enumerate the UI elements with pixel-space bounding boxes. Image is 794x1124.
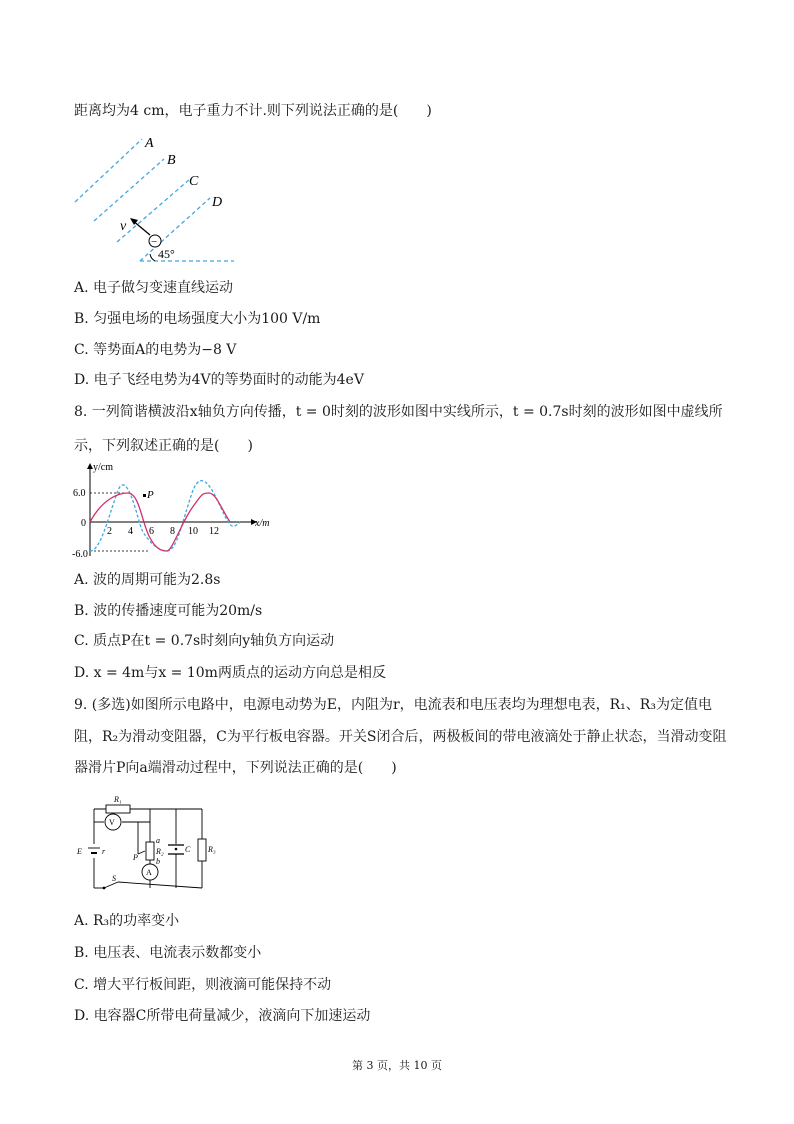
label-end-a: a bbox=[156, 836, 160, 845]
page-footer: 第 3 页，共 10 页 bbox=[352, 1059, 442, 1072]
q9-stem-line1: 9. (多选)如图所示电路中，电源电动势为E，内阻为r，电流表和电压表均为理想电表，R₁、R₃为定值电 bbox=[74, 697, 712, 713]
voltmeter-label: V bbox=[109, 818, 115, 827]
q7-stem-tail: 距离均为4 cm，电子重力不计.则下列说法正确的是( ) bbox=[74, 103, 432, 119]
y-axis-label: y/cm bbox=[93, 462, 113, 473]
q8-stem-line1: 8. 一列简谐横波沿x轴负方向传播，t = 0时刻的波形如图中实线所示，t = 0.7s时刻的波形如图中虚线所 bbox=[74, 404, 723, 420]
point-p-marker bbox=[143, 494, 146, 497]
q7-option-b: B. 匀强电场的电场强度大小为100 V/m bbox=[74, 311, 321, 327]
label-capacitor: C bbox=[185, 845, 191, 854]
dashed-wave-t0.7 bbox=[90, 481, 240, 551]
y-zero-label: 0 bbox=[81, 518, 86, 529]
equipotential-line-c bbox=[117, 179, 190, 242]
q8-option-c: C. 质点P在t = 0.7s时刻向y轴负方向运动 bbox=[74, 633, 335, 649]
label-r2: R₂ bbox=[156, 847, 164, 856]
q9-stem-line3: 器滑片P向a端滑动过程中，下列说法正确的是( ) bbox=[74, 760, 397, 776]
resistor-r1 bbox=[106, 805, 130, 813]
q8-option-d: D. x = 4m与x = 10m两质点的运动方向总是相反 bbox=[74, 665, 386, 681]
slider-p bbox=[138, 851, 145, 854]
q7-option-c: C. 等势面A的电势为−8 V bbox=[74, 342, 237, 358]
q9-option-c: C. 增大平行板间距，则液滴可能保持不动 bbox=[74, 977, 332, 993]
y-bottom-label: -6.0 bbox=[72, 549, 88, 560]
x-axis-label: x/m bbox=[255, 518, 270, 529]
q9-stem-line2: 阻，R₂为滑动变阻器，C为平行板电容器。开关S闭合后，两极板间的带电液滴处于静止状态，当滑动变阻 bbox=[74, 729, 727, 745]
y-top-label: 6.0 bbox=[73, 488, 86, 499]
q7-equipotential-figure bbox=[72, 134, 242, 266]
x-tick-8: 8 bbox=[170, 526, 175, 537]
q9-option-b: B. 电压表、电流表示数都变小 bbox=[74, 945, 262, 961]
q8-option-b: B. 波的传播速度可能为20m/s bbox=[74, 603, 263, 619]
label-internal-r: r bbox=[102, 847, 106, 856]
label-a: A bbox=[145, 136, 154, 151]
velocity-label: v bbox=[120, 219, 127, 234]
label-r1: R₁ bbox=[114, 795, 122, 804]
x-tick-6: 6 bbox=[149, 526, 154, 537]
equipotential-line-d bbox=[140, 198, 210, 261]
label-d: D bbox=[212, 195, 223, 210]
x-tick-4: 4 bbox=[128, 526, 133, 537]
ammeter-label: A bbox=[146, 868, 152, 877]
resistor-r2 bbox=[146, 842, 154, 860]
charged-droplet bbox=[175, 848, 178, 851]
label-b: B bbox=[167, 153, 176, 168]
equipotential-line-b bbox=[94, 159, 164, 221]
x-tick-2: 2 bbox=[107, 526, 112, 537]
q8-wave-graph bbox=[72, 460, 282, 564]
label-c: C bbox=[189, 174, 199, 189]
q8-stem-line2: 示，下列叙述正确的是( ) bbox=[74, 438, 253, 454]
point-p-label: P bbox=[147, 489, 154, 501]
label-slider-p: P bbox=[133, 853, 138, 862]
q9-option-d: D. 电容器C所带电荷量减少，液滴向下加速运动 bbox=[74, 1008, 371, 1024]
q9-circuit-diagram bbox=[72, 792, 222, 892]
label-end-b: b bbox=[156, 857, 160, 866]
equipotential-line-a bbox=[75, 139, 142, 202]
q9-option-a: A. R₃的功率变小 bbox=[74, 913, 180, 929]
q7-option-a: A. 电子做匀变速直线运动 bbox=[74, 280, 234, 296]
q7-option-d: D. 电子飞经电势为4V的等势面时的动能为4eV bbox=[74, 372, 364, 388]
x-tick-10: 10 bbox=[188, 526, 198, 537]
label-switch: S bbox=[112, 874, 116, 883]
label-r3: R₃ bbox=[208, 845, 216, 854]
q8-option-a: A. 波的周期可能为2.8s bbox=[74, 572, 221, 588]
angle-arc bbox=[150, 254, 155, 261]
x-tick-12: 12 bbox=[209, 526, 219, 537]
label-emf: E bbox=[77, 847, 82, 856]
angle-label: 45° bbox=[158, 247, 175, 261]
electron-charge: − bbox=[151, 236, 158, 248]
resistor-r3 bbox=[198, 839, 206, 861]
